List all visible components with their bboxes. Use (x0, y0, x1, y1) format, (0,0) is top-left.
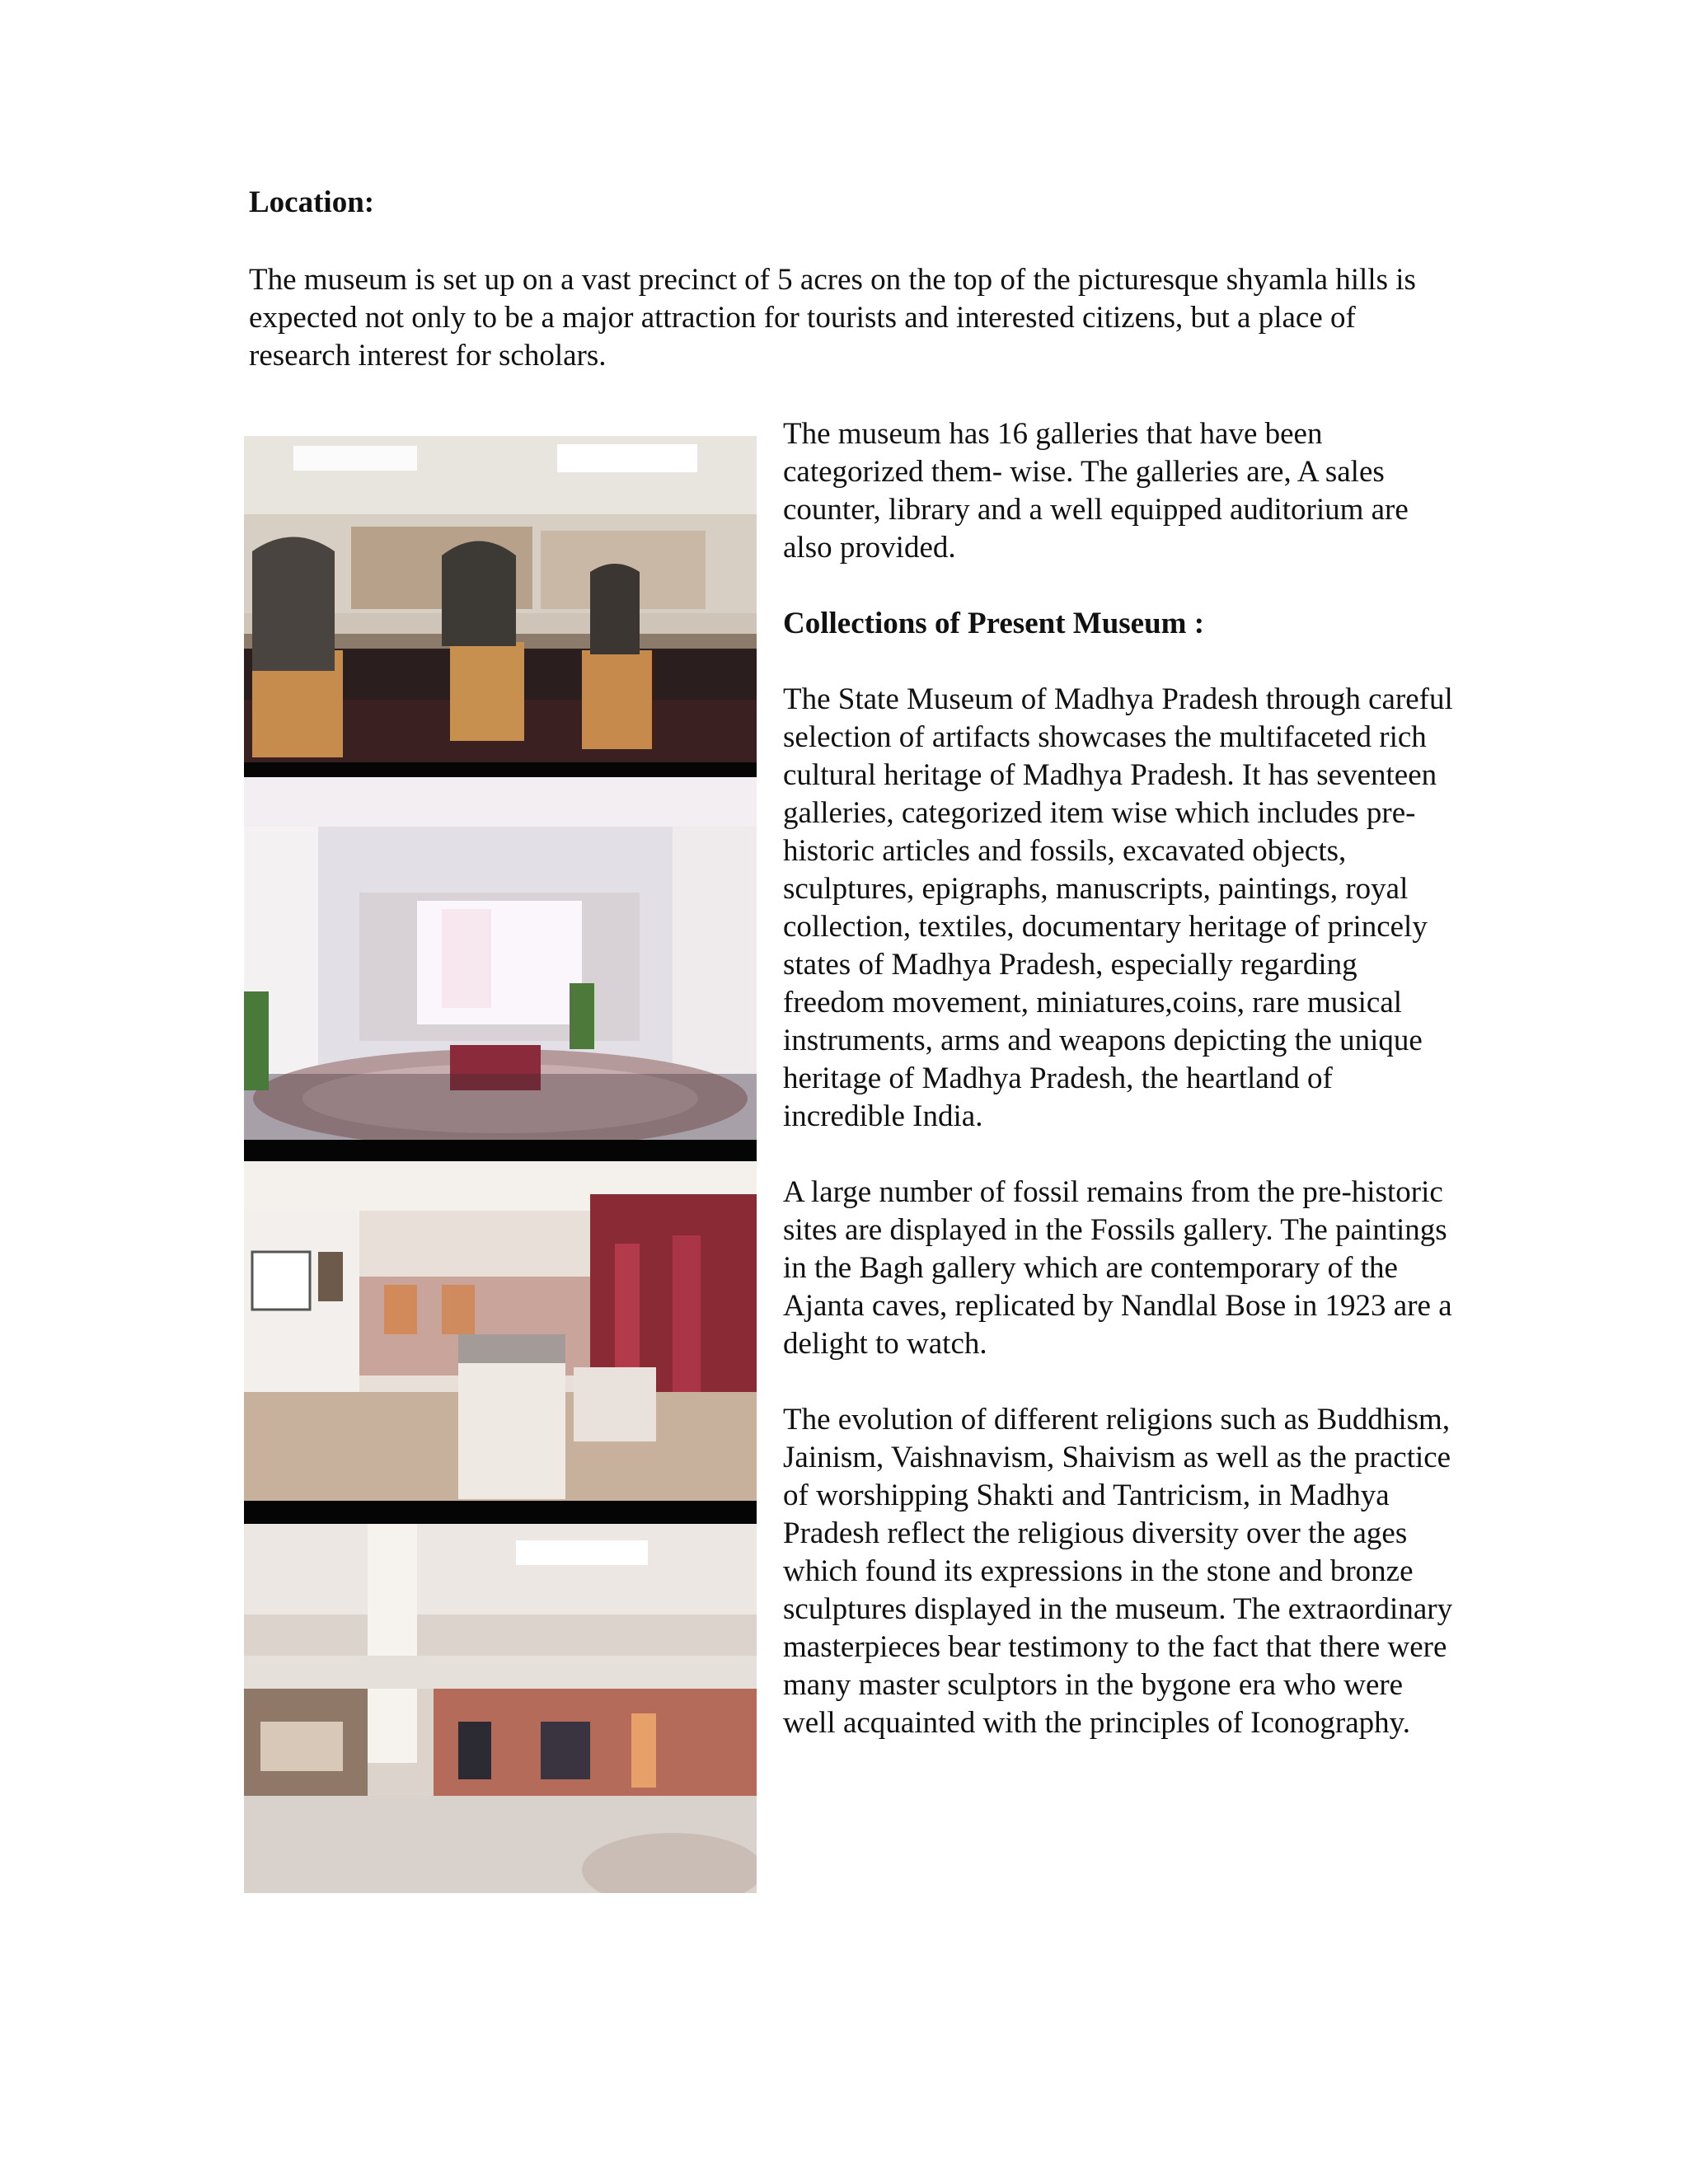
photo-strip (244, 436, 757, 1893)
museum-lower-gallery-photo (244, 1524, 757, 1893)
collections-paragraph-2: A large number of fossil remains from the pre-historic sites are displayed in the Fossils gallery. The paintings in the Bagh gallery which are contemporary of the Ajanta caves, replicated by Nandlal Bose in 1923 are a delight to watch. (783, 1175, 1452, 1361)
right-text-column (783, 415, 1459, 1780)
museum-atrium-photo (244, 777, 757, 1161)
museum-gallery-sculptures-photo (244, 436, 757, 777)
collections-heading: Collections of Present Museum : (783, 607, 1205, 640)
galleries-paragraph: The museum has 16 galleries that have been categorized them- wise. The galleries are, A sales counter, library and a well equipped auditorium are also provided. (783, 417, 1409, 565)
museum-hall-photo (244, 1161, 757, 1524)
location-intro-paragraph: The museum is set up on a vast precinct of 5 acres on the top of the picturesque shyamla hills is expected not only to be a major attraction for tourists and interested citizens, but a place of research interest for scholars. (249, 263, 1416, 373)
collections-paragraph-1: The State Museum of Madhya Pradesh through careful selection of artifacts showcases the multifaceted rich cultural heritage of Madhya Pradesh. It has seventeen galleries, categorized item wise which includes pre-historic articles and fossils, excavated objects, sculptures, epigraphs, manuscripts, paintings, royal collection, textiles, documentary heritage of princely states of Madhya Pradesh, especially regarding freedom movement, miniatures,coins, rare musical instruments, arms and weapons depicting the unique heritage of Madhya Pradesh, the heartland of incredible India. (783, 682, 1453, 1133)
location-heading: Location: (249, 185, 375, 219)
collections-paragraph-3: The evolution of different religions such as Buddhism, Jainism, Vaishnavism, Shaivism as well as the practice of worshipping Shakti and Tantricism, in Madhya Pradesh reflect the religious diversity over the ages which found its expressions in the stone and bronze sculptures displayed in the museum. The extraordinary masterpieces bear testimony to the fact that there were many master sculptors in the bygone era who were well acquainted with the principles of Iconography. (783, 1403, 1453, 1740)
